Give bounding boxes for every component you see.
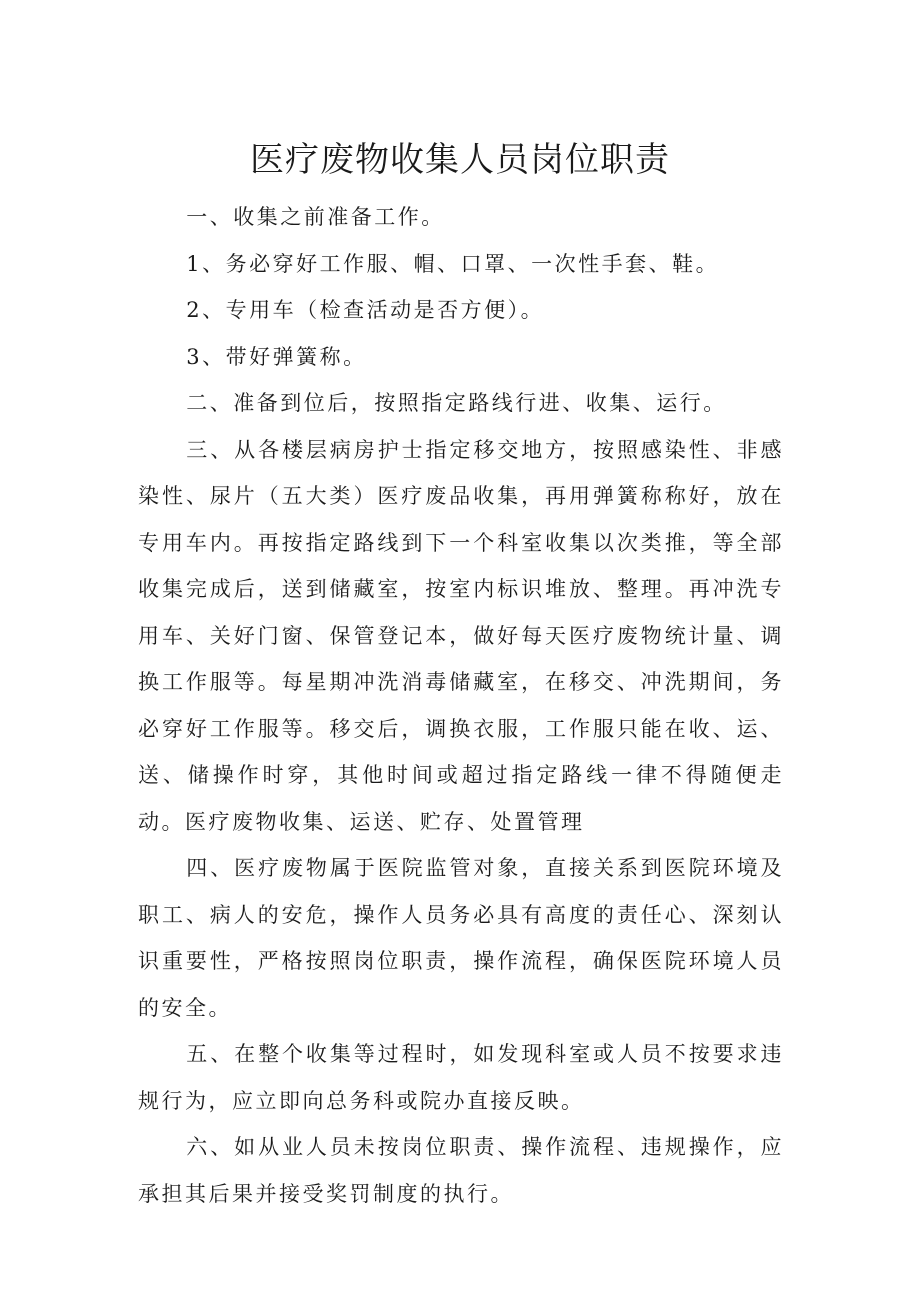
paragraph-item-1: 1、务必穿好工作服、帽、口罩、一次性手套、鞋。 <box>186 251 720 276</box>
paragraph-section-2: 二、准备到位后，按照指定路线行进、收集、运行。 <box>186 391 727 415</box>
paragraph-section-1-heading: 一、收集之前准备工作。 <box>186 205 445 229</box>
paragraph-section-6: 六、如从业人员未按岗位职责、操作流程、违规操作，应承担其后果并接受奖罚制度的执行。 <box>138 1135 784 1206</box>
paragraph-section-5: 五、在整个收集等过程时，如发现科室或人员不按要求违规行为，应立即向总务科或院办直接反映。 <box>138 1042 784 1113</box>
paragraph-section-3: 三、从各楼层病房护士指定移交地方，按照感染性、非感染性、尿片（五大类）医疗废品收集，再用弹簧称称好，放在专用车内。再按指定路线到下一个科室收集以次类推，等全部收集完成后，送到储藏室，按室内标识堆放、整理。再冲洗专用车、关好门窗、保管登记本，做好每天医疗废物统计量、调换工作服等。每星期冲洗消毒储藏室，在移交、冲洗期间，务必穿好工作服等。移交后，调换衣服，工作服只能在收、运、送、储操作时穿，其他时间或超过指定路线一律不得随便走动。医疗废物收集、运送、贮存、处置管理 <box>138 437 784 834</box>
document-title: 医疗废物收集人员岗位职责 <box>250 140 670 180</box>
paragraph-item-2: 2、专用车（检查活动是否方便）。 <box>186 298 545 322</box>
paragraph-section-4: 四、医疗废物属于医院监管对象，直接关系到医院环境及职工、病人的安危，操作人员务必具有高度的责任心、深刻认识重要性，严格按照岗位职责，操作流程，确保医院环境人员的安全。 <box>138 856 784 1020</box>
document-body <box>138 194 784 1217</box>
paragraph-item-3: 3、带好弹簧称。 <box>186 344 367 369</box>
